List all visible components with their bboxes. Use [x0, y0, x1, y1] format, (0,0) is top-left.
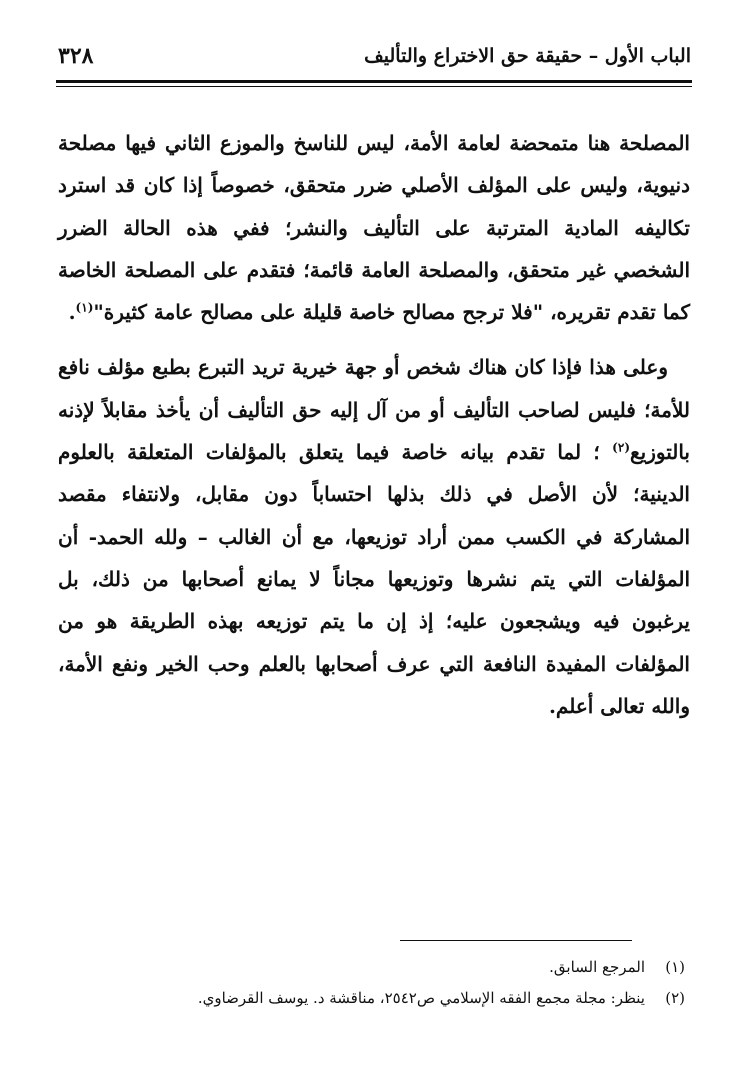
footnote-separator	[400, 940, 632, 941]
paragraph-1	[58, 122, 690, 333]
paragraph-1-end: .	[68, 300, 76, 325]
running-header	[58, 36, 691, 76]
paragraph-1-text: المصلحة هنا متمحضة لعامة الأمة، ليس للناسخ والموزع الثاني فيها مصلحة دنيوية، وليس على المؤلف الأصلي ضرر متحقق، خصوصاً إذا كان قد استرد تكاليفه المادية المترتبة على التأليف والنشر؛ ففي هذه الحالة الضرر الشخصي غير متحقق، والمصلحة العامة قائمة؛ فتقدم على المصلحة الخاصة كما تقدم تقريره، "فلا ترجح مصالح خاصة قليلة على مصالح عامة كثيرة"	[58, 131, 690, 325]
footnote-1	[100, 952, 685, 983]
header-rule-thin	[56, 86, 692, 87]
footnote-text: المرجع السابق.	[549, 958, 645, 976]
footnote-text: ينظر: مجلة مجمع الفقه الإسلامي ص٢٥٤٢، مناقشة د. يوسف القرضاوي.	[197, 989, 645, 1007]
chapter-title: الباب الأول – حقيقة حق الاختراع والتأليف	[364, 45, 691, 67]
footnotes	[100, 952, 685, 1014]
footnote-number: (١)	[665, 958, 685, 976]
page-number: ٣٢٨	[58, 43, 94, 69]
footnote-number: (٢)	[665, 989, 685, 1007]
footnote-2	[100, 983, 685, 1014]
paragraph-2-text-a: وعلى هذا فإذا كان هناك شخص أو جهة خيرية تريد التبرع بطبع مؤلف نافع للأمة؛ فليس لصاحب التأليف أو من آل إليه حق التأليف أن يأخذ مقابلاً لإذنه بالتوزيع	[58, 355, 690, 465]
header-rule-thick	[56, 80, 692, 83]
footnote-ref-2: (٢)	[612, 440, 630, 455]
main-text	[58, 122, 690, 727]
paragraph-2-text-b: ؛ لما تقدم بيانه خاصة فيما يتعلق بالمؤلفات المتعلقة بالعلوم الدينية؛ لأن الأصل في ذلك بذلها احتساباً دون مقابل، ولانتفاء مقصد المشاركة في الكسب ممن أراد توزيعها، مع أن الغالب – ولله الحمد- أن المؤلفات التي يتم نشرها وتوزيعها مجاناً لا يمانع أصحابها من ذلك، بل يرغبون فيه ويشجعون عليه؛ إذ إن ما يتم توزيعه بهذه الطريقة هو من المؤلفات المفيدة النافعة التي عرف أصحابها بالعلم وحب الخير ونفع الأمة، والله تعالى أعلم.	[58, 440, 690, 718]
paragraph-2	[58, 346, 690, 727]
footnote-ref-1: (١)	[75, 300, 94, 315]
